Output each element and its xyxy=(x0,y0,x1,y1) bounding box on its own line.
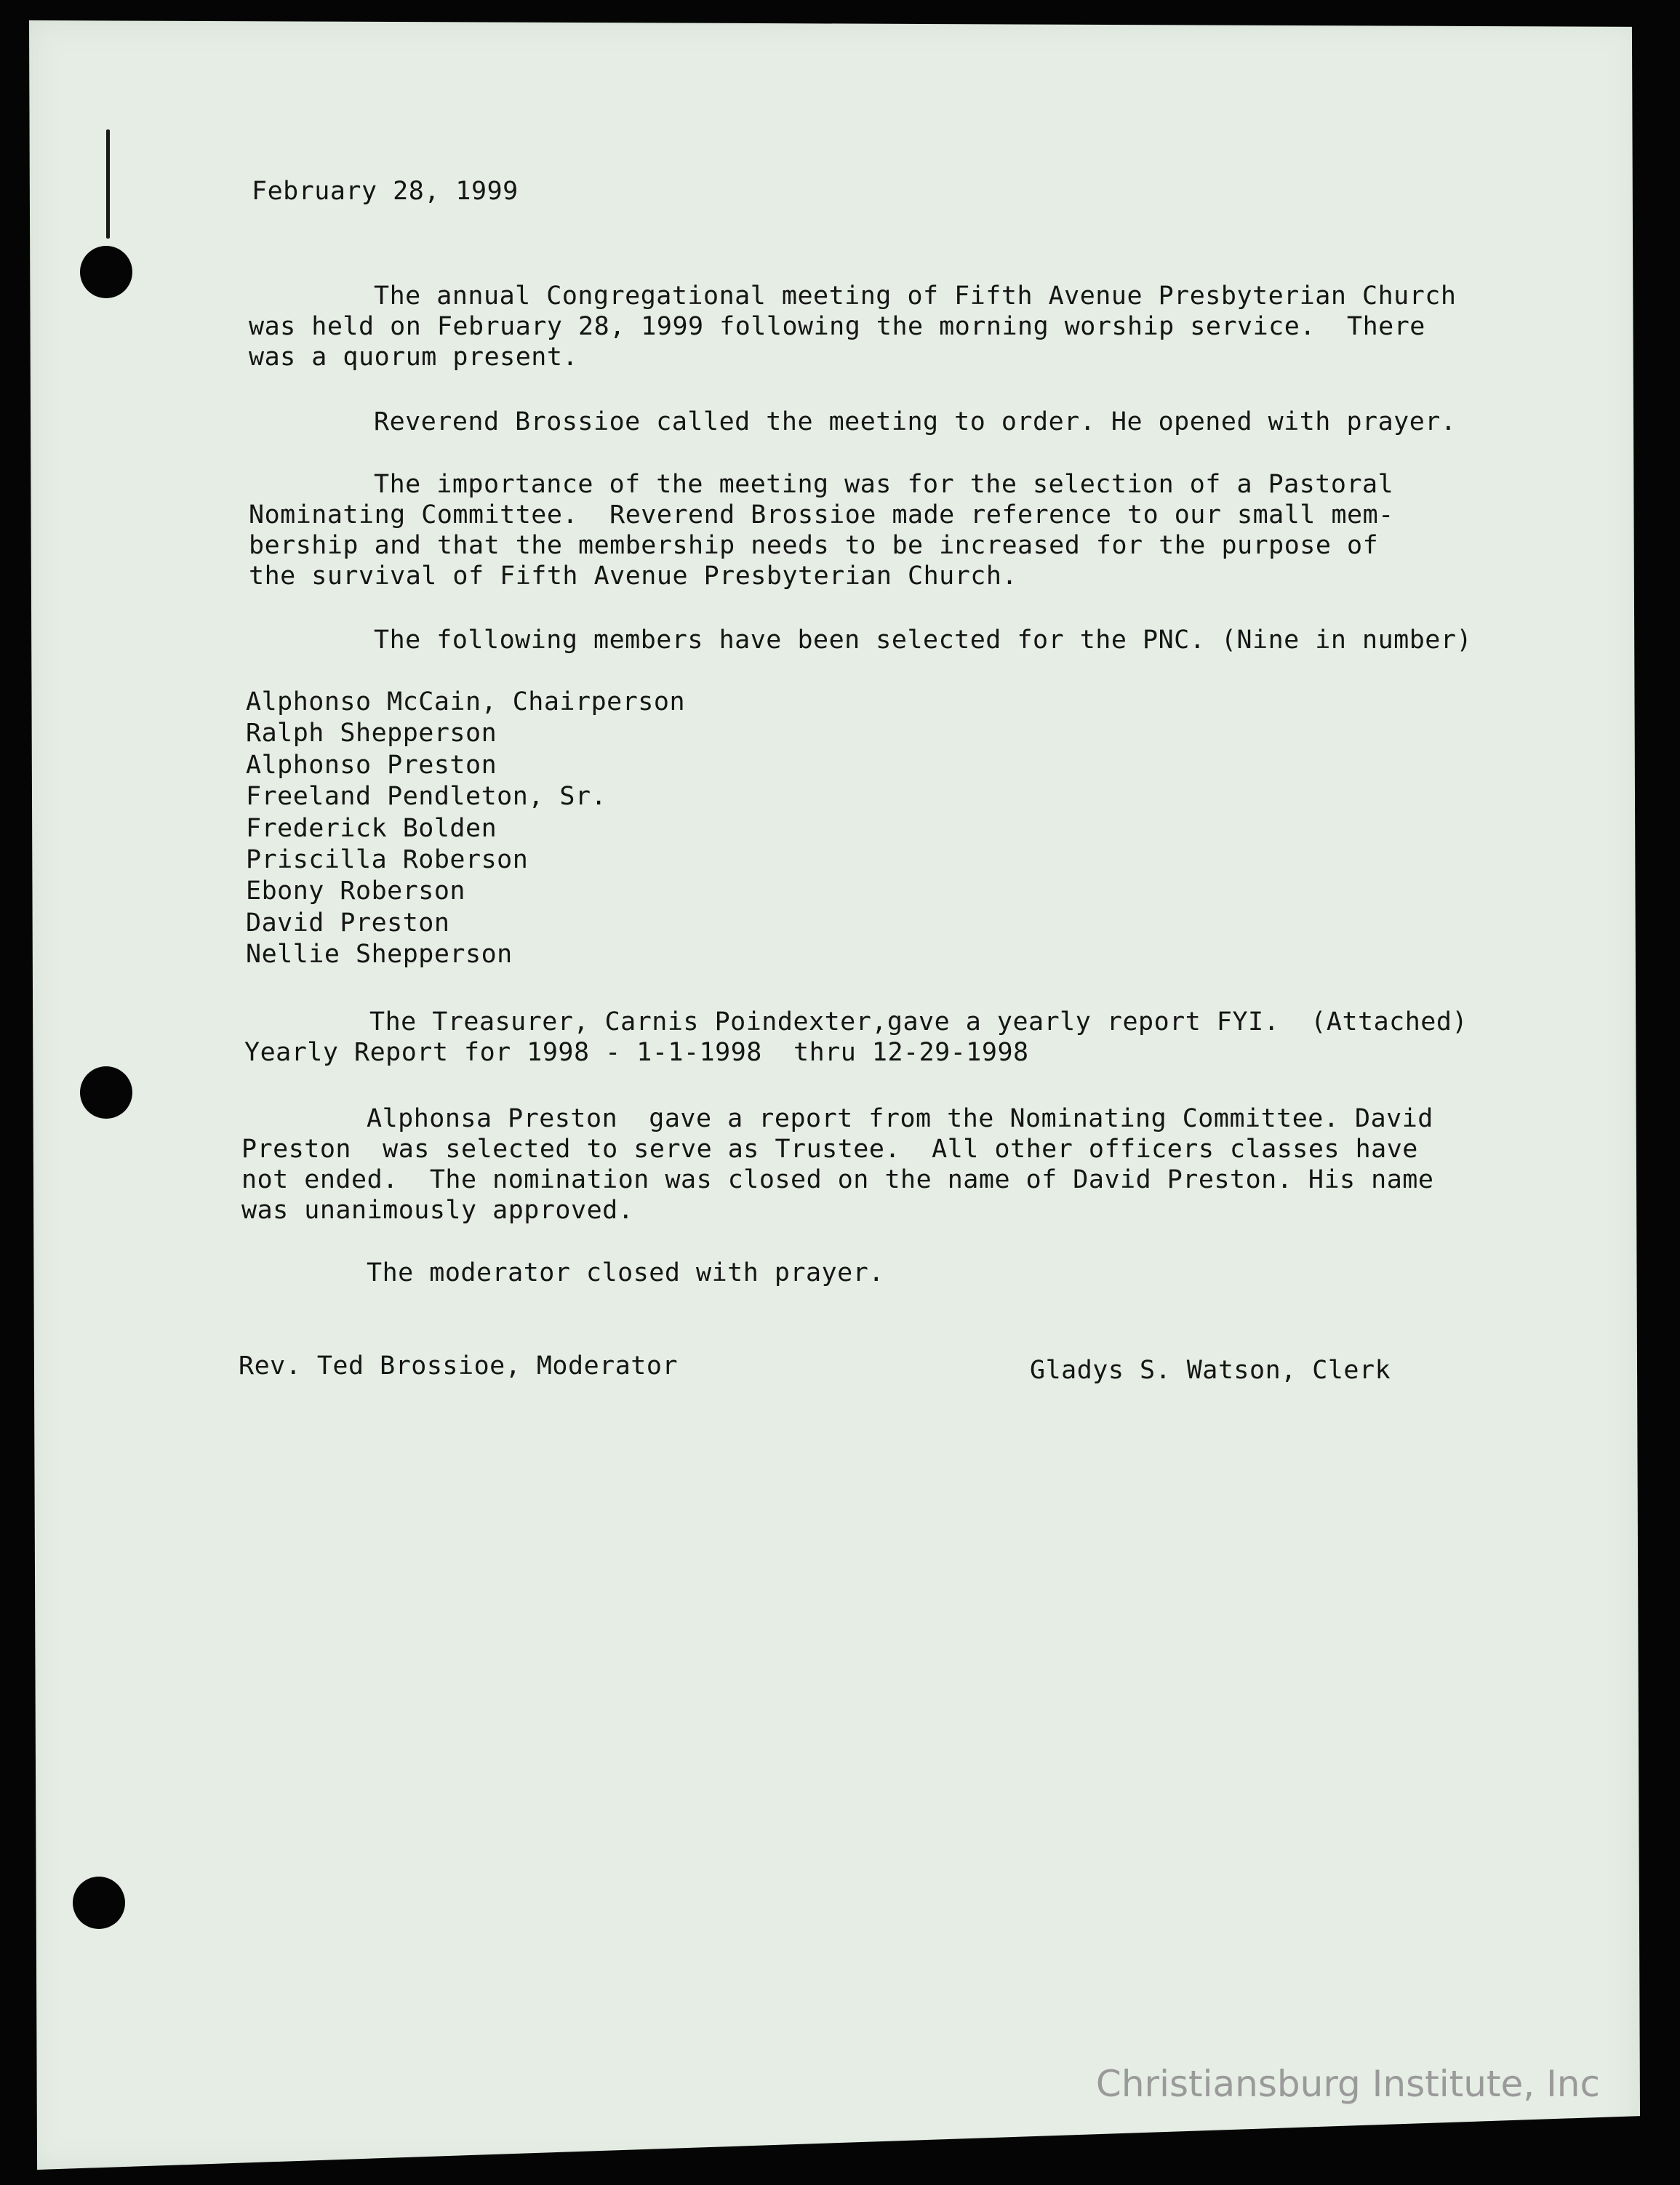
paragraph-treasurer-report: The Treasurer, Carnis Poindexter,gave a yearly report FYI. (Attached) Yearly Report for 1998 - 1-1-1998 thru 12-29-1998 xyxy=(244,1007,1468,1067)
pnc-member: Frederick Bolden xyxy=(246,814,497,843)
paragraph-closing: The moderator closed with prayer. xyxy=(367,1258,884,1287)
pnc-member: David Preston xyxy=(246,908,450,938)
pnc-member: Freeland Pendleton, Sr. xyxy=(246,782,607,811)
paragraph-pnc-selection: The following members have been selected for the PNC. (Nine in number) xyxy=(374,626,1473,655)
pnc-member: Alphonso McCain, Chairperson xyxy=(246,687,686,716)
pnc-member: Priscilla Roberson xyxy=(246,845,529,874)
staple-mark xyxy=(106,129,110,239)
punch-hole-bottom xyxy=(73,1877,125,1929)
pnc-member: Nellie Shepperson xyxy=(246,940,513,969)
signature-moderator: Rev. Ted Brossioe, Moderator xyxy=(239,1351,679,1381)
paragraph-importance: The importance of the meeting was for the selection of a Pastoral Nominating Committee. Reverend Brossioe made reference to our small mem- bership and that the membership needs to be increased for the purpose of the survival of Fifth Avenue Presbyterian Church. xyxy=(249,470,1394,591)
paragraph-meeting-intro: The annual Congregational meeting of Fifth Avenue Presbyterian Church was held on February 28, 1999 following the morning worship service. There was a quorum present. xyxy=(249,281,1457,372)
pnc-member: Ebony Roberson xyxy=(246,876,466,906)
letter-date: February 28, 1999 xyxy=(252,177,519,206)
paragraph-call-to-order: Reverend Brossioe called the meeting to order. He opened with prayer. xyxy=(374,407,1457,436)
signature-clerk: Gladys S. Watson, Clerk xyxy=(1030,1356,1391,1385)
punch-hole-middle xyxy=(80,1066,132,1119)
punch-hole-top xyxy=(80,246,132,298)
paragraph-nominating-report: Alphonsa Preston gave a report from the Nominating Committee. David Preston was selected to serve as Trustee. All other officers classes have not ended. The nomination was closed on the name of David Preston. His name was unanimously approved. xyxy=(241,1104,1434,1225)
watermark: Christiansburg Institute, Inc xyxy=(1095,2063,1600,2105)
pnc-member: Alphonso Preston xyxy=(246,751,497,780)
pnc-member: Ralph Shepperson xyxy=(246,719,497,748)
